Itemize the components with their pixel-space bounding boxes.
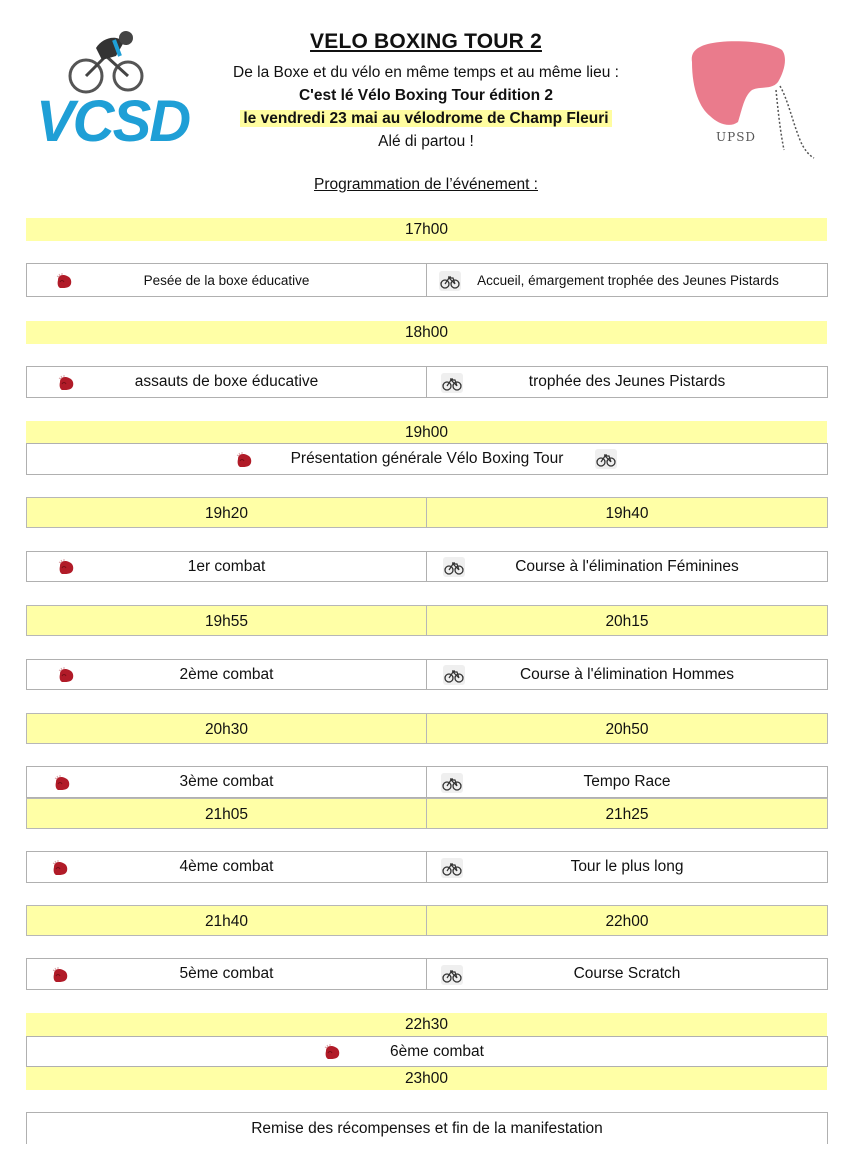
row8-right-text: Course Scratch [573, 965, 681, 982]
time-2030: 20h30 [26, 713, 427, 744]
program-heading: Programmation de l’événement : [313, 176, 538, 193]
row5-right-text: Course à l'élimination Hommes [519, 665, 734, 683]
row2-right [426, 366, 828, 398]
bicycle-icon [439, 271, 461, 291]
time-bar-1900: 19h00 [26, 421, 827, 444]
page-title: VELO BOXING TOUR 2 [310, 30, 542, 53]
edition-line: C'est lé Vélo Boxing Tour édition 2 [298, 87, 553, 104]
row1-right-text: Accueil, émargement trophée des Jeunes Pistards [477, 272, 779, 288]
row4-left-text: 1er combat [187, 557, 266, 575]
row5-left [26, 659, 427, 690]
boxing-glove-icon [321, 1042, 343, 1062]
row5-right [426, 659, 828, 690]
row4-right [426, 551, 828, 582]
time-bar-2300: 23h00 [26, 1067, 827, 1090]
time-bar-1700: 17h00 [26, 218, 827, 241]
row4-right-text: Course à l'élimination Féminines [515, 557, 739, 575]
boxing-glove-icon [233, 450, 255, 470]
row1-right [426, 263, 828, 297]
row1-left-text: Pesée de la boxe éducative [143, 272, 310, 288]
row10-text: Remise des récompenses et fin de la manifestation [251, 1119, 603, 1137]
time-1955: 19h55 [26, 605, 427, 636]
row6-right [426, 766, 828, 798]
time-2125: 21h25 [426, 798, 828, 829]
bicycle-icon [595, 449, 617, 469]
row4-left [26, 551, 427, 582]
vcsd-logo-text: VCSD [36, 89, 190, 154]
row8-right [426, 958, 828, 990]
row6-right-text: Tempo Race [583, 773, 671, 790]
time-2015: 20h15 [426, 605, 828, 636]
date-highlight: le vendredi 23 mai au vélodrome de Champ Fleuri [240, 110, 611, 127]
time-2105: 21h05 [26, 798, 427, 829]
upsd-logo [680, 30, 820, 175]
row3-text: Présentation générale Vélo Boxing Tour [290, 450, 564, 467]
vcsd-logo [28, 26, 190, 158]
time-bar-1800: 18h00 [26, 321, 827, 344]
row9-full [26, 1036, 828, 1067]
row2-left [26, 366, 427, 398]
row5-left-text: 2ème combat [179, 665, 274, 683]
upsd-logo-text: UPSD [716, 130, 757, 144]
row6-left-text: 3ème combat [179, 773, 274, 790]
row1-left [26, 263, 427, 297]
time-1920: 19h20 [26, 497, 427, 528]
row7-right-text: Tour le plus long [570, 858, 684, 875]
time-2200: 22h00 [426, 905, 828, 936]
row7-right [426, 851, 828, 883]
row9-text: 6ème combat [390, 1042, 484, 1060]
time-bar-2230: 22h30 [26, 1013, 827, 1036]
pink-map-icon [680, 30, 820, 175]
row7-left-text: 4ème combat [179, 858, 274, 875]
time-2140: 21h40 [26, 905, 427, 936]
date-line [180, 107, 672, 130]
row6-left [26, 766, 427, 798]
row8-left [26, 958, 427, 990]
slogan-line: Alé di partou ! [378, 133, 474, 150]
intro-line: De la Boxe et du vélo en même temps et au même lieu : [233, 64, 619, 81]
row3-full [26, 443, 828, 475]
row7-left [26, 851, 427, 883]
row10-full [26, 1112, 828, 1144]
time-2050: 20h50 [426, 713, 828, 744]
row2-right-text: trophée des Jeunes Pistards [528, 373, 726, 390]
row8-left-text: 5ème combat [179, 965, 274, 982]
time-1940: 19h40 [426, 497, 828, 528]
row2-left-text: assauts de boxe éducative [134, 373, 319, 390]
